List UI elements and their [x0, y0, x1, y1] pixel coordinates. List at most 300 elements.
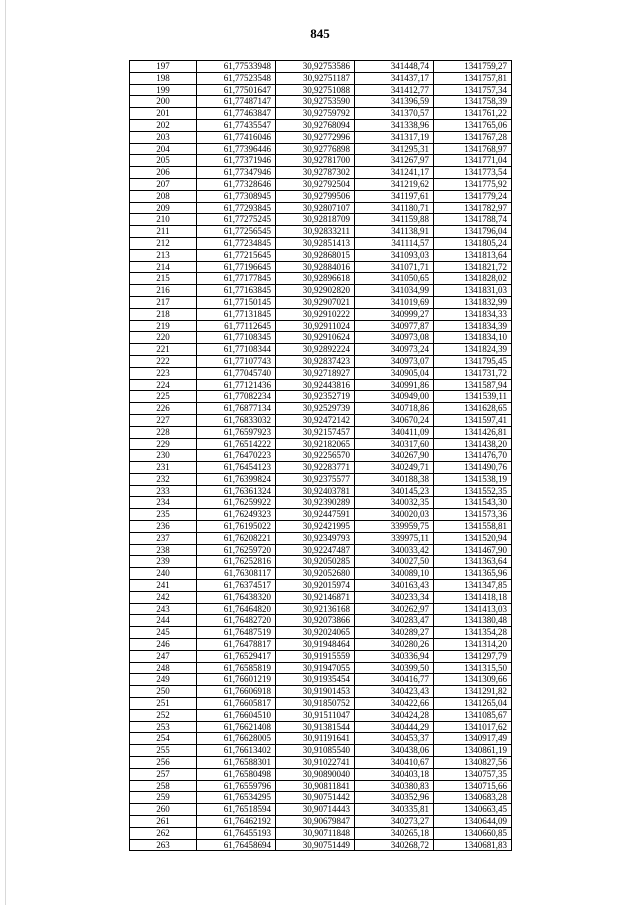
coordinates-table-body — [130, 61, 512, 851]
latitude-cell: 61,77082234 — [197, 391, 276, 403]
x-coordinate-cell: 341159,88 — [355, 214, 434, 226]
x-coordinate-cell: 340188,38 — [355, 473, 434, 485]
longitude-cell: 30,90679847 — [276, 816, 355, 828]
longitude-cell: 30,92837423 — [276, 355, 355, 367]
x-coordinate-cell: 340163,43 — [355, 580, 434, 592]
longitude-cell: 30,92896618 — [276, 273, 355, 285]
table-row — [130, 780, 512, 792]
point-number-cell: 250 — [130, 686, 197, 698]
table-row — [130, 119, 512, 131]
longitude-cell: 30,92868015 — [276, 249, 355, 261]
point-number-cell: 229 — [130, 438, 197, 450]
latitude-cell: 61,76518594 — [197, 804, 276, 816]
point-number-cell: 207 — [130, 178, 197, 190]
longitude-cell: 30,92421995 — [276, 521, 355, 533]
latitude-cell: 61,77196645 — [197, 261, 276, 273]
y-coordinate-cell: 1341314,20 — [434, 639, 512, 651]
latitude-cell: 61,76588301 — [197, 757, 276, 769]
y-coordinate-cell: 1341347,85 — [434, 580, 512, 592]
longitude-cell: 30,92799506 — [276, 190, 355, 202]
table-row — [130, 839, 512, 851]
point-number-cell: 220 — [130, 332, 197, 344]
y-coordinate-cell: 1340663,45 — [434, 804, 512, 816]
point-number-cell: 225 — [130, 391, 197, 403]
x-coordinate-cell: 341197,61 — [355, 190, 434, 202]
latitude-cell: 61,77108345 — [197, 332, 276, 344]
point-number-cell: 258 — [130, 780, 197, 792]
point-number-cell: 237 — [130, 532, 197, 544]
x-coordinate-cell: 340973,07 — [355, 355, 434, 367]
point-number-cell: 223 — [130, 367, 197, 379]
latitude-cell: 61,76580498 — [197, 768, 276, 780]
y-coordinate-cell: 1341796,04 — [434, 226, 512, 238]
table-row — [130, 450, 512, 462]
point-number-cell: 244 — [130, 615, 197, 627]
table-row — [130, 733, 512, 745]
y-coordinate-cell: 1340681,83 — [434, 839, 512, 851]
point-number-cell: 215 — [130, 273, 197, 285]
table-row — [130, 462, 512, 474]
x-coordinate-cell: 340399,50 — [355, 662, 434, 674]
point-number-cell: 263 — [130, 839, 197, 851]
x-coordinate-cell: 340422,66 — [355, 698, 434, 710]
latitude-cell: 61,76308117 — [197, 568, 276, 580]
point-number-cell: 204 — [130, 143, 197, 155]
latitude-cell: 61,77108344 — [197, 344, 276, 356]
latitude-cell: 61,76259720 — [197, 544, 276, 556]
latitude-cell: 61,76534295 — [197, 792, 276, 804]
table-row — [130, 249, 512, 261]
table-row — [130, 190, 512, 202]
latitude-cell: 61,77371946 — [197, 155, 276, 167]
point-number-cell: 260 — [130, 804, 197, 816]
longitude-cell: 30,92907021 — [276, 296, 355, 308]
point-number-cell: 255 — [130, 745, 197, 757]
point-number-cell: 228 — [130, 426, 197, 438]
x-coordinate-cell: 340280,26 — [355, 639, 434, 651]
y-coordinate-cell: 1341757,81 — [434, 72, 512, 84]
table-row — [130, 414, 512, 426]
table-row — [130, 344, 512, 356]
point-number-cell: 218 — [130, 308, 197, 320]
point-number-cell: 219 — [130, 320, 197, 332]
point-number-cell: 202 — [130, 119, 197, 131]
table-row — [130, 650, 512, 662]
latitude-cell: 61,77416046 — [197, 131, 276, 143]
table-row — [130, 509, 512, 521]
x-coordinate-cell: 340977,87 — [355, 320, 434, 332]
longitude-cell: 30,92759792 — [276, 108, 355, 120]
y-coordinate-cell: 1341309,66 — [434, 674, 512, 686]
y-coordinate-cell: 1341265,04 — [434, 698, 512, 710]
longitude-cell: 30,92390289 — [276, 497, 355, 509]
table-row — [130, 792, 512, 804]
latitude-cell: 61,77234845 — [197, 237, 276, 249]
table-row — [130, 827, 512, 839]
latitude-cell: 61,77121436 — [197, 379, 276, 391]
latitude-cell: 61,77131845 — [197, 308, 276, 320]
latitude-cell: 61,76478817 — [197, 639, 276, 651]
y-coordinate-cell: 1340683,28 — [434, 792, 512, 804]
y-coordinate-cell: 1341765,06 — [434, 119, 512, 131]
point-number-cell: 242 — [130, 591, 197, 603]
x-coordinate-cell: 340423,43 — [355, 686, 434, 698]
y-coordinate-cell: 1341775,92 — [434, 178, 512, 190]
latitude-cell: 61,77308945 — [197, 190, 276, 202]
point-number-cell: 213 — [130, 249, 197, 261]
x-coordinate-cell: 340032,35 — [355, 497, 434, 509]
x-coordinate-cell: 340670,24 — [355, 414, 434, 426]
y-coordinate-cell: 1341017,62 — [434, 721, 512, 733]
point-number-cell: 216 — [130, 285, 197, 297]
x-coordinate-cell: 340410,67 — [355, 757, 434, 769]
longitude-cell: 30,92787302 — [276, 167, 355, 179]
latitude-cell: 61,77293845 — [197, 202, 276, 214]
x-coordinate-cell: 340352,96 — [355, 792, 434, 804]
y-coordinate-cell: 1341813,64 — [434, 249, 512, 261]
x-coordinate-cell: 341219,62 — [355, 178, 434, 190]
latitude-cell: 61,77487147 — [197, 96, 276, 108]
point-number-cell: 198 — [130, 72, 197, 84]
y-coordinate-cell: 1341831,03 — [434, 285, 512, 297]
y-coordinate-cell: 1341828,02 — [434, 273, 512, 285]
longitude-cell: 30,91915559 — [276, 650, 355, 662]
longitude-cell: 30,92772996 — [276, 131, 355, 143]
latitude-cell: 61,77177845 — [197, 273, 276, 285]
latitude-cell: 61,76559796 — [197, 780, 276, 792]
x-coordinate-cell: 340089,10 — [355, 568, 434, 580]
latitude-cell: 61,76470223 — [197, 450, 276, 462]
longitude-cell: 30,92352719 — [276, 391, 355, 403]
point-number-cell: 239 — [130, 556, 197, 568]
x-coordinate-cell: 341295,31 — [355, 143, 434, 155]
longitude-cell: 30,91511047 — [276, 709, 355, 721]
point-number-cell: 253 — [130, 721, 197, 733]
longitude-cell: 30,92768094 — [276, 119, 355, 131]
y-coordinate-cell: 1340917,49 — [434, 733, 512, 745]
y-coordinate-cell: 1341768,97 — [434, 143, 512, 155]
table-row — [130, 355, 512, 367]
x-coordinate-cell: 340444,29 — [355, 721, 434, 733]
y-coordinate-cell: 1341490,76 — [434, 462, 512, 474]
y-coordinate-cell: 1341380,48 — [434, 615, 512, 627]
latitude-cell: 61,76529417 — [197, 650, 276, 662]
table-row — [130, 698, 512, 710]
latitude-cell: 61,76252816 — [197, 556, 276, 568]
longitude-cell: 30,92718927 — [276, 367, 355, 379]
longitude-cell: 30,90890040 — [276, 768, 355, 780]
x-coordinate-cell: 340317,60 — [355, 438, 434, 450]
x-coordinate-cell: 341370,57 — [355, 108, 434, 120]
table-row — [130, 332, 512, 344]
longitude-cell: 30,91191641 — [276, 733, 355, 745]
y-coordinate-cell: 1341731,72 — [434, 367, 512, 379]
point-number-cell: 205 — [130, 155, 197, 167]
y-coordinate-cell: 1341759,27 — [434, 61, 512, 73]
longitude-cell: 30,92776898 — [276, 143, 355, 155]
table-row — [130, 391, 512, 403]
longitude-cell: 30,92751088 — [276, 84, 355, 96]
latitude-cell: 61,76628005 — [197, 733, 276, 745]
y-coordinate-cell: 1341558,81 — [434, 521, 512, 533]
x-coordinate-cell: 341317,19 — [355, 131, 434, 143]
latitude-cell: 61,76195022 — [197, 521, 276, 533]
longitude-cell: 30,92753590 — [276, 96, 355, 108]
table-row — [130, 497, 512, 509]
x-coordinate-cell: 340027,50 — [355, 556, 434, 568]
point-number-cell: 241 — [130, 580, 197, 592]
table-row — [130, 521, 512, 533]
longitude-cell: 30,91935454 — [276, 674, 355, 686]
table-row — [130, 816, 512, 828]
y-coordinate-cell: 1341539,11 — [434, 391, 512, 403]
latitude-cell: 61,76605817 — [197, 698, 276, 710]
table-row — [130, 804, 512, 816]
longitude-cell: 30,91850752 — [276, 698, 355, 710]
x-coordinate-cell: 341071,71 — [355, 261, 434, 273]
table-row — [130, 296, 512, 308]
y-coordinate-cell: 1340827,56 — [434, 757, 512, 769]
x-coordinate-cell: 340380,83 — [355, 780, 434, 792]
latitude-cell: 61,76487519 — [197, 627, 276, 639]
table-row — [130, 379, 512, 391]
coordinates-table — [129, 60, 512, 851]
longitude-cell: 30,90751442 — [276, 792, 355, 804]
y-coordinate-cell: 1341628,65 — [434, 403, 512, 415]
latitude-cell: 61,77112645 — [197, 320, 276, 332]
longitude-cell: 30,92753586 — [276, 61, 355, 73]
table-row — [130, 709, 512, 721]
longitude-cell: 30,92447591 — [276, 509, 355, 521]
y-coordinate-cell: 1340757,35 — [434, 768, 512, 780]
latitude-cell: 61,77163845 — [197, 285, 276, 297]
table-row — [130, 96, 512, 108]
y-coordinate-cell: 1341426,81 — [434, 426, 512, 438]
longitude-cell: 30,92818709 — [276, 214, 355, 226]
longitude-cell: 30,92052680 — [276, 568, 355, 580]
table-row — [130, 143, 512, 155]
table-row — [130, 686, 512, 698]
latitude-cell: 61,77150145 — [197, 296, 276, 308]
table-row — [130, 178, 512, 190]
table-row — [130, 285, 512, 297]
latitude-cell: 61,76455193 — [197, 827, 276, 839]
x-coordinate-cell: 341034,99 — [355, 285, 434, 297]
latitude-cell: 61,77523548 — [197, 72, 276, 84]
latitude-cell: 61,76833032 — [197, 414, 276, 426]
table-row — [130, 768, 512, 780]
y-coordinate-cell: 1341805,24 — [434, 237, 512, 249]
longitude-cell: 30,92751187 — [276, 72, 355, 84]
x-coordinate-cell: 341241,17 — [355, 167, 434, 179]
longitude-cell: 30,92403781 — [276, 485, 355, 497]
longitude-cell: 30,92833211 — [276, 226, 355, 238]
latitude-cell: 61,77107743 — [197, 355, 276, 367]
longitude-cell: 30,92911024 — [276, 320, 355, 332]
longitude-cell: 30,92781700 — [276, 155, 355, 167]
y-coordinate-cell: 1341795,45 — [434, 355, 512, 367]
longitude-cell: 30,90811841 — [276, 780, 355, 792]
y-coordinate-cell: 1341587,94 — [434, 379, 512, 391]
point-number-cell: 199 — [130, 84, 197, 96]
point-number-cell: 262 — [130, 827, 197, 839]
table-row — [130, 202, 512, 214]
point-number-cell: 254 — [130, 733, 197, 745]
point-number-cell: 234 — [130, 497, 197, 509]
point-number-cell: 226 — [130, 403, 197, 415]
table-row — [130, 237, 512, 249]
point-number-cell: 245 — [130, 627, 197, 639]
y-coordinate-cell: 1341782,97 — [434, 202, 512, 214]
scan-edge-line — [5, 0, 6, 905]
latitude-cell: 61,76399824 — [197, 473, 276, 485]
table-row — [130, 131, 512, 143]
latitude-cell: 61,77463847 — [197, 108, 276, 120]
point-number-cell: 232 — [130, 473, 197, 485]
table-row — [130, 72, 512, 84]
x-coordinate-cell: 341338,96 — [355, 119, 434, 131]
y-coordinate-cell: 1341834,39 — [434, 320, 512, 332]
latitude-cell: 61,77256545 — [197, 226, 276, 238]
y-coordinate-cell: 1341543,30 — [434, 497, 512, 509]
y-coordinate-cell: 1340861,19 — [434, 745, 512, 757]
y-coordinate-cell: 1341824,39 — [434, 344, 512, 356]
longitude-cell: 30,92884016 — [276, 261, 355, 273]
x-coordinate-cell: 340999,27 — [355, 308, 434, 320]
point-number-cell: 200 — [130, 96, 197, 108]
y-coordinate-cell: 1341821,72 — [434, 261, 512, 273]
longitude-cell: 30,91948464 — [276, 639, 355, 651]
y-coordinate-cell: 1341832,99 — [434, 296, 512, 308]
point-number-cell: 227 — [130, 414, 197, 426]
longitude-cell: 30,92015974 — [276, 580, 355, 592]
y-coordinate-cell: 1341363,64 — [434, 556, 512, 568]
x-coordinate-cell: 341412,77 — [355, 84, 434, 96]
latitude-cell: 61,76613402 — [197, 745, 276, 757]
table-row — [130, 544, 512, 556]
latitude-cell: 61,77215645 — [197, 249, 276, 261]
x-coordinate-cell: 340267,90 — [355, 450, 434, 462]
x-coordinate-cell: 341093,03 — [355, 249, 434, 261]
x-coordinate-cell: 341050,65 — [355, 273, 434, 285]
point-number-cell: 203 — [130, 131, 197, 143]
y-coordinate-cell: 1341573,36 — [434, 509, 512, 521]
latitude-cell: 61,76514222 — [197, 438, 276, 450]
point-number-cell: 206 — [130, 167, 197, 179]
table-row — [130, 532, 512, 544]
point-number-cell: 257 — [130, 768, 197, 780]
latitude-cell: 61,77328646 — [197, 178, 276, 190]
y-coordinate-cell: 1341520,94 — [434, 532, 512, 544]
y-coordinate-cell: 1341597,41 — [434, 414, 512, 426]
y-coordinate-cell: 1341413,03 — [434, 603, 512, 615]
point-number-cell: 210 — [130, 214, 197, 226]
x-coordinate-cell: 340289,27 — [355, 627, 434, 639]
latitude-cell: 61,76604510 — [197, 709, 276, 721]
table-row — [130, 261, 512, 273]
table-row — [130, 403, 512, 415]
table-row — [130, 639, 512, 651]
point-number-cell: 236 — [130, 521, 197, 533]
x-coordinate-cell: 340268,72 — [355, 839, 434, 851]
table-row — [130, 674, 512, 686]
table-row — [130, 155, 512, 167]
longitude-cell: 30,91085540 — [276, 745, 355, 757]
point-number-cell: 230 — [130, 450, 197, 462]
point-number-cell: 231 — [130, 462, 197, 474]
x-coordinate-cell: 340424,28 — [355, 709, 434, 721]
longitude-cell: 30,92892224 — [276, 344, 355, 356]
point-number-cell: 248 — [130, 662, 197, 674]
longitude-cell: 30,92529739 — [276, 403, 355, 415]
latitude-cell: 61,76361324 — [197, 485, 276, 497]
table-row — [130, 108, 512, 120]
point-number-cell: 259 — [130, 792, 197, 804]
table-row — [130, 214, 512, 226]
longitude-cell: 30,91947055 — [276, 662, 355, 674]
y-coordinate-cell: 1340715,66 — [434, 780, 512, 792]
latitude-cell: 61,76464820 — [197, 603, 276, 615]
latitude-cell: 61,76374517 — [197, 580, 276, 592]
y-coordinate-cell: 1341779,24 — [434, 190, 512, 202]
page-number: 845 — [310, 26, 330, 41]
point-number-cell: 251 — [130, 698, 197, 710]
longitude-cell: 30,92256570 — [276, 450, 355, 462]
x-coordinate-cell: 340233,34 — [355, 591, 434, 603]
y-coordinate-cell: 1341418,18 — [434, 591, 512, 603]
longitude-cell: 30,92050285 — [276, 556, 355, 568]
y-coordinate-cell: 1340660,85 — [434, 827, 512, 839]
table-row — [130, 320, 512, 332]
latitude-cell: 61,77045740 — [197, 367, 276, 379]
y-coordinate-cell: 1341757,34 — [434, 84, 512, 96]
point-number-cell: 233 — [130, 485, 197, 497]
x-coordinate-cell: 340265,18 — [355, 827, 434, 839]
x-coordinate-cell: 341437,17 — [355, 72, 434, 84]
point-number-cell: 211 — [130, 226, 197, 238]
y-coordinate-cell: 1341773,54 — [434, 167, 512, 179]
x-coordinate-cell: 340335,81 — [355, 804, 434, 816]
y-coordinate-cell: 1341291,82 — [434, 686, 512, 698]
latitude-cell: 61,76454123 — [197, 462, 276, 474]
x-coordinate-cell: 341138,91 — [355, 226, 434, 238]
table-row — [130, 568, 512, 580]
point-number-cell: 252 — [130, 709, 197, 721]
y-coordinate-cell: 1341297,79 — [434, 650, 512, 662]
table-row — [130, 615, 512, 627]
latitude-cell: 61,77533948 — [197, 61, 276, 73]
point-number-cell: 208 — [130, 190, 197, 202]
x-coordinate-cell: 339959,75 — [355, 521, 434, 533]
x-coordinate-cell: 340033,42 — [355, 544, 434, 556]
latitude-cell: 61,76606918 — [197, 686, 276, 698]
point-number-cell: 247 — [130, 650, 197, 662]
x-coordinate-cell: 340273,27 — [355, 816, 434, 828]
x-coordinate-cell: 340249,71 — [355, 462, 434, 474]
table-row — [130, 84, 512, 96]
y-coordinate-cell: 1341365,96 — [434, 568, 512, 580]
table-row — [130, 226, 512, 238]
x-coordinate-cell: 340145,23 — [355, 485, 434, 497]
table-row — [130, 556, 512, 568]
table-row — [130, 367, 512, 379]
latitude-cell: 61,77501647 — [197, 84, 276, 96]
point-number-cell: 240 — [130, 568, 197, 580]
point-number-cell: 243 — [130, 603, 197, 615]
table-row — [130, 308, 512, 320]
point-number-cell: 235 — [130, 509, 197, 521]
table-row — [130, 757, 512, 769]
